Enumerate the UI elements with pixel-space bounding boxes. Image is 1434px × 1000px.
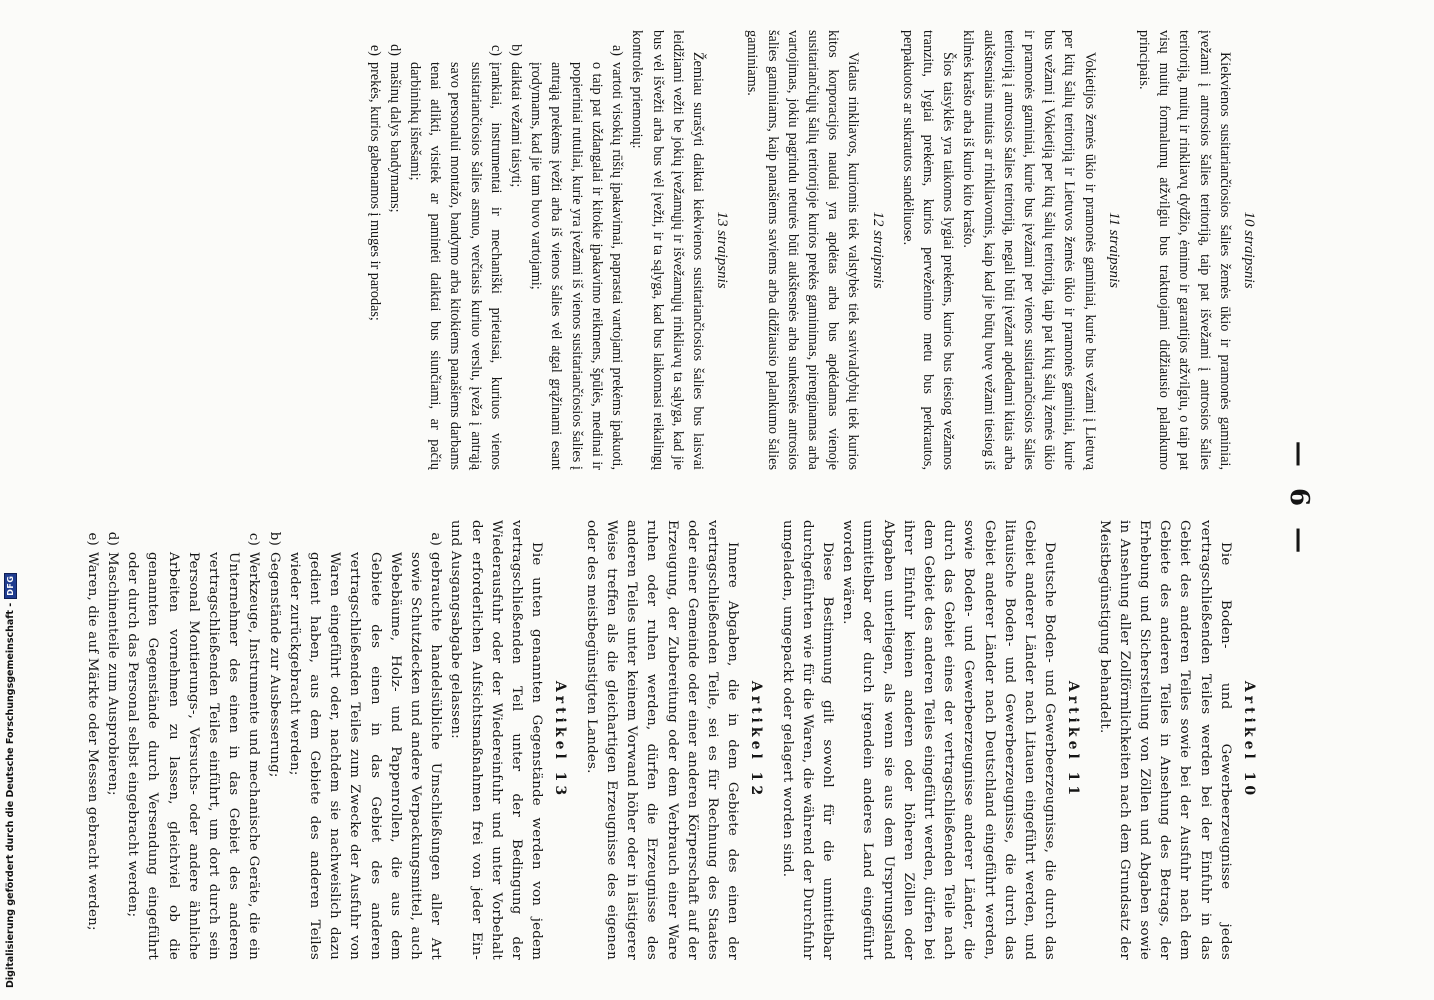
- list-text: gebrauchte handelsübliche Umschließungen aller Art sowie Schutzdecken und andere Verpackungsmittel, auch Webebäume, Holz- und Pappenrollen, die aus dem Gebiete des einen in das Gebiet des anderen vertragschließenden Teiles zum Zwecke der Ausfuhr von Waren eingeführt oder, nachdem sie nachweislich dazu gedient haben, aus dem Gebiete des anderen Teiles wieder zurückgebracht werden;: [286, 552, 444, 960]
- list-text: Werkzeuge, Instrumente und mechanische Geräte, die ein Unternehmer des einen in das Gebiet des anderen vertragschließenden Teiles einführt, um dort durch sein Personal Montierungs-, Versuchs- oder andere ähnliche Arbeiten vornehmen zu lassen, gleichviel ob die genannten Gegenstände durch Versendung eingeführt oder durch das Personal selbst eingebracht werden;: [125, 552, 262, 960]
- article-heading: 12 straipsnis: [869, 211, 886, 289]
- list-item: [122, 520, 263, 960]
- article-heading: Artikel 10: [1241, 680, 1257, 800]
- paragraph: Diese Bestimmung gilt sowohl für die unmittelbar durchgeführten wie für die Waren, die während der Durchfuhr umgeladen, umgepackt oder gelagert worden sind.: [779, 520, 835, 960]
- paragraph: Innere Abgaben, die in dem Gebiete des einen der vertragschließenden Teile, sei es für Rechnung des Staates oder einer Gemeinde oder einer anderen Körperschaft auf der Erzeugung, der Zubereitung oder dem Verbrauch einer Ware ruhen oder ruhen werden, dürfen die Erzeugnisse des anderen Teiles unter keinem Vorwand höher oder in lästigerer Weise treffen als die gleichartigen Erzeugnisse des eigenen oder des meistbegünstigten Landes.: [583, 520, 741, 960]
- paragraph: Šios taisyklės yra taikomos lygiai prekėms, kurios bus tiesiog vežamos tranzitu, lygiai prekėms, kurios perveženimo metu bus perkrautos, perpakuotos ar sukrautos sandėliuose.: [899, 30, 957, 470]
- list-text: prekės, kurios gabenamos į muges ir parodas;: [366, 62, 383, 321]
- page-number: — 6 —: [1284, 440, 1314, 560]
- paragraph: Deutsche Boden- und Gewerbeerzeugnisse, die durch das Gebiet anderer Länder nach Litauen eingeführt werden, und litauische Boden- und Gewerbeerzeugnisse, die durch das Gebiet anderer Länder nach Deutschland eingeführt werden, sowie Boden- und Gewerbeerzeugnisse anderer Länder, die durch das Gebiet eines der vertragschließenden Teile nach dem Gebiet des anderen Teiles eingeführt werden, dürfen bei ihrer Einfuhr keinen anderen oder höheren Zöllen oder Abgaben unterliegen, als wenn sie aus dem Ursprungsland unmittelbar oder durch irgendein anderes Land eingeführt worden wären.: [840, 520, 1058, 960]
- lithuanian-column: [364, 30, 1269, 470]
- article-heading: 11 straipsnis: [1105, 212, 1122, 288]
- list-item: [102, 520, 122, 960]
- credit-text: Digitalisierung gefördert durch die Deutsche Forschungsgemeinschaft -: [5, 602, 16, 988]
- article-heading: Artikel 11: [1065, 680, 1082, 800]
- list-label: b): [266, 531, 282, 546]
- paragraph: Žemiau surašyti daiktai kiekvienos susitariančiosios šalies bus laisvai leidžiami vežti be jokių įvežamųjų ir išvežamųjų rinkliavų ta sąlyga, kad jie bus vėl išvežti arba bus vėl įvežti, ir ta sąlyga, kad bus laikomasi reikalingų kontrolės priemonių:: [629, 30, 706, 470]
- list-label: c): [487, 44, 504, 56]
- list-text: daiktai vežami taisyti;: [508, 62, 525, 188]
- paragraph: Vokietijos žemės ūkio ir pramonės gaminiai, kurie bus vežami į Lietuvą per kitų šalių teritoriją ir Lietuvos žemės ūkio ir pramonės gaminiai, kurie bus vežami į Vokietiją per kitų šalių teritoriją, taip pat kitų šalių žemės ūkio ir pramonės gaminiai, kurie bus įvežami per vienos susitariančiosios šalies teritoriją į antrosios šalies teritoriją, negali būti įvežant apdedami kitais arba aukštesniais muitais ar rinkliavomis, kaip kad jie būtų buvę vežami tiesiog iš kilmės krašto arba iš kurio kito krašto.: [960, 30, 1098, 470]
- list-item: [506, 30, 526, 470]
- paragraph: Die Boden- und Gewerbeerzeugnisse jedes vertragschließenden Teiles werden bei der Einfuhr in das Gebiet des anderen Teiles sowie bei der Ausfuhr nach dem Gebiete des anderen Teiles in Ansehung des Betrags, der Erhebung und Sicherstellung von Zöllen und Abgaben sowie in Ansehung aller Zollförmlichkeiten nach dem Grundsatz der Meistbegünstigung behandelt.: [1096, 520, 1233, 960]
- list-item: [263, 520, 283, 960]
- list-text: Gegenstände zur Ausbesserung;: [266, 552, 282, 778]
- list-label: d): [105, 531, 121, 546]
- paragraph: Vidaus rinkliavos, kuriomis tiek valstybės tiek savivaldybių tiek kurios kitos korporacijos naudai yra apdėtas arba bus apdėdamas vienoje susitariančiųjų šalių teritorijoje kurios prekės gaminimas, pirenginamas arba vartojimas, jokiu pagrindu neturės būti aukštesnės arba sunkesnės antrosios šalies gaminiams, kaip panašiems saviems arba didžiausio palankumo šalies gaminiams.: [744, 30, 862, 470]
- list-label: b): [508, 44, 525, 56]
- digitization-credit: [4, 573, 17, 988]
- list-text: vartoti visokių rūšių įpakavimai, paprastai vartojami prekėms įpakuoti, o taip pat uždangalai ir kitokie įpakavimo reikmens, špūlės, medinai ir popieriniai rutuliai, kurie yra įvežami iš vienos susitariančiosios šalies į antrąją prekėms įvežti arba iš vienos šalies vėl atgal grąžinami esant įrodymams, kad jie tam buvo vartojami;: [528, 62, 626, 470]
- article-heading: Artikel 13: [552, 680, 569, 800]
- list-text: mašinų dalys bandymams;: [386, 62, 403, 213]
- article-heading: 10 straipsnis: [1241, 211, 1257, 289]
- list-text: Waren, die auf Märkte oder Messen gebracht werden;: [84, 552, 100, 931]
- german-column: [82, 520, 1269, 960]
- list-item: [284, 520, 446, 960]
- list-label: a): [609, 44, 626, 56]
- article-heading: 13 straipsnis: [714, 211, 731, 289]
- list-label: e): [366, 44, 383, 56]
- list-item: [82, 520, 102, 960]
- dfg-logo-icon: DFG: [4, 573, 17, 599]
- list-item: [385, 30, 405, 470]
- list-item: [364, 30, 384, 470]
- list-text: Maschinenteile zum Ausprobieren;: [105, 552, 121, 796]
- list-label: e): [84, 532, 100, 546]
- paragraph: Kiekvienos susitariančiosios šalies žemės ūkio ir pramonės gaminiai, įvežami į antrosios šalies teritoriją, taip pat išvežami į antrosios šalies teritoriją, muitų ir rinkliavų dydžio, ėmimo ir garantijos atžvilgiu, o taip pat visų muitų formalumų atžvilgiu bus traktuojami didžiausio palankumo principais.: [1135, 30, 1233, 470]
- list-label: a): [428, 532, 444, 546]
- paragraph: Die unten genannten Gegenstände werden von jedem vertragschließenden Teil unter der Bedingung der Wiederausfuhr oder der Wiedereinfuhr und unter Vorbehalt der erforderlichen Aufsichtsmaßnahmen frei von jeder Ein- und Ausgangsabgabe gelassen:: [448, 520, 545, 960]
- list-label: c): [246, 532, 262, 546]
- list-text: įrankiai, instrumentai ir mechaniški prietaisai, kuriuos vienos susitariančiosios šalies asmuo, verčiasis kuriuo verslu, įveža į antrąją savo personalui montažo, bandymo arba kitokiems panašiems darbams tenai atlikti, vistiek ar paminėti daiktai bus siunčiami, ar pačių darbininkų išnešami;: [407, 62, 504, 470]
- article-heading: Artikel 12: [748, 680, 765, 800]
- list-item: [405, 30, 506, 470]
- list-label: d): [386, 44, 403, 56]
- list-item: [526, 30, 627, 470]
